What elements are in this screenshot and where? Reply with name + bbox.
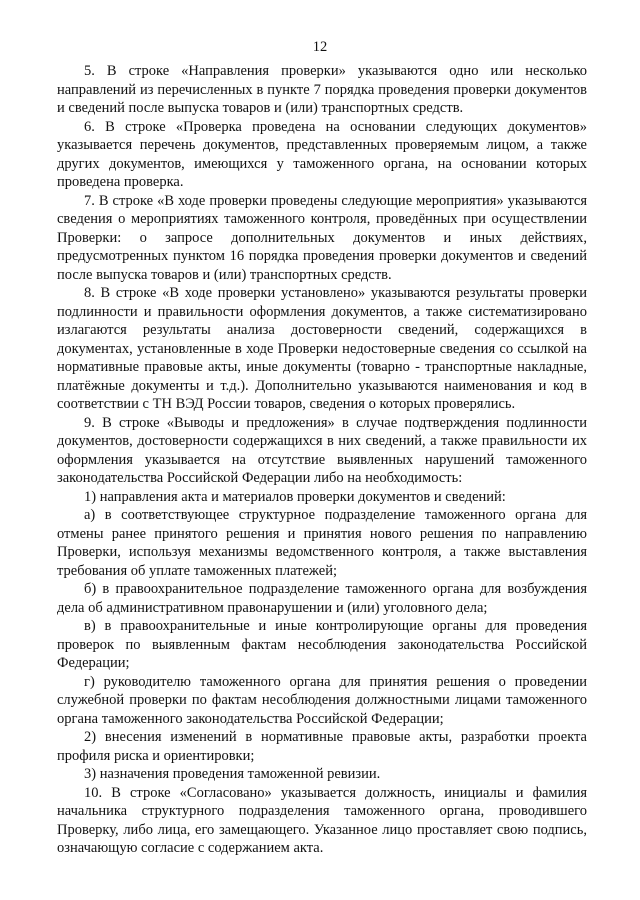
paragraph: 5. В строке «Направления проверки» указываются одно или несколько направлений из перечисленных в пункте 7 порядка проведения проверки документов и сведений после выпуска товаров и (или) транспортных средств. <box>57 63 587 116</box>
list-item: 2) внесения изменений в нормативные правовые акты, разработки проекта профиля риска и ориентировки; <box>57 729 587 764</box>
list-item: б) в правоохранительное подразделение таможенного органа для возбуждения дела об административном правонарушении и (или) уголовного дела; <box>57 581 587 616</box>
paragraph: 8. В строке «В ходе проверки установлено» указываются результаты проверки подлинности и правильности оформления документов, а также систематизировано излагаются результаты анализа достоверности сведений, содержащихся в документах, установленные в ходе Проверки недостоверные сведения со ссылкой на нормативные правовые акты, иные документы (товарно - транспортные накладные, платёжные документы и т.д.). Дополнительно указываются наименования и код в соответствии с ТН ВЭД России товаров, сведения о которых проверялись. <box>57 285 587 412</box>
list-item: а) в соответствующее структурное подразделение таможенного органа для отмены ранее принятого решения и принятия нового решения по направлению Проверки, используя механизмы ведомственного контроля, а также выставления требования об уплате таможенных платежей; <box>57 507 587 579</box>
list-item: г) руководителю таможенного органа для принятия решения о проведении служебной проверки по фактам несоблюдения должностными лицами таможенного органа таможенного законодательства Российской Федерации; <box>57 673 587 727</box>
list-item: в) в правоохранительные и иные контролирующие органы для проведения проверок по выявленным фактам несоблюдения законодательства Российской Федерации; <box>57 618 587 671</box>
document-body <box>57 62 587 858</box>
paragraph: 9. В строке «Выводы и предложения» в случае подтверждения подлинности документов, достоверности содержащихся в них сведений, а также правильности их оформления указывается на отсутствие выявленных нарушений таможенного законодательства Российской Федерации либо на необходимость: <box>57 414 587 486</box>
page-number: 12 <box>312 39 328 55</box>
list-item: 3) назначения проведения таможенной ревизии. <box>84 766 381 782</box>
list-item: 1) направления акта и материалов проверки документов и сведений: <box>84 488 506 505</box>
paragraph: 6. В строке «Проверка проведена на основании следующих документов» указывается перечень документов, представленных проверяемым лицом, а также других документов, имеющихся у таможенного органа, на основании которых проведена проверка. <box>57 118 587 190</box>
paragraph: 10. В строке «Согласовано» указывается должность, инициалы и фамилия начальника структурного подразделения таможенного органа, проводившего Проверку, либо лица, его замещающего. Указанное лицо проставляет свою подпись, означающую согласие с содержанием акта. <box>57 784 587 856</box>
paragraph: 7. В строке «В ходе проверки проведены следующие мероприятия» указываются сведения о мероприятиях таможенного контроля, проведённых при осуществлении Проверки: о запросе дополнительных документов и иных действиях, предусмотренных пунктом 16 порядка проведения проверки документов и сведений после выпуска товаров и (или) транспортных средств. <box>57 192 587 283</box>
